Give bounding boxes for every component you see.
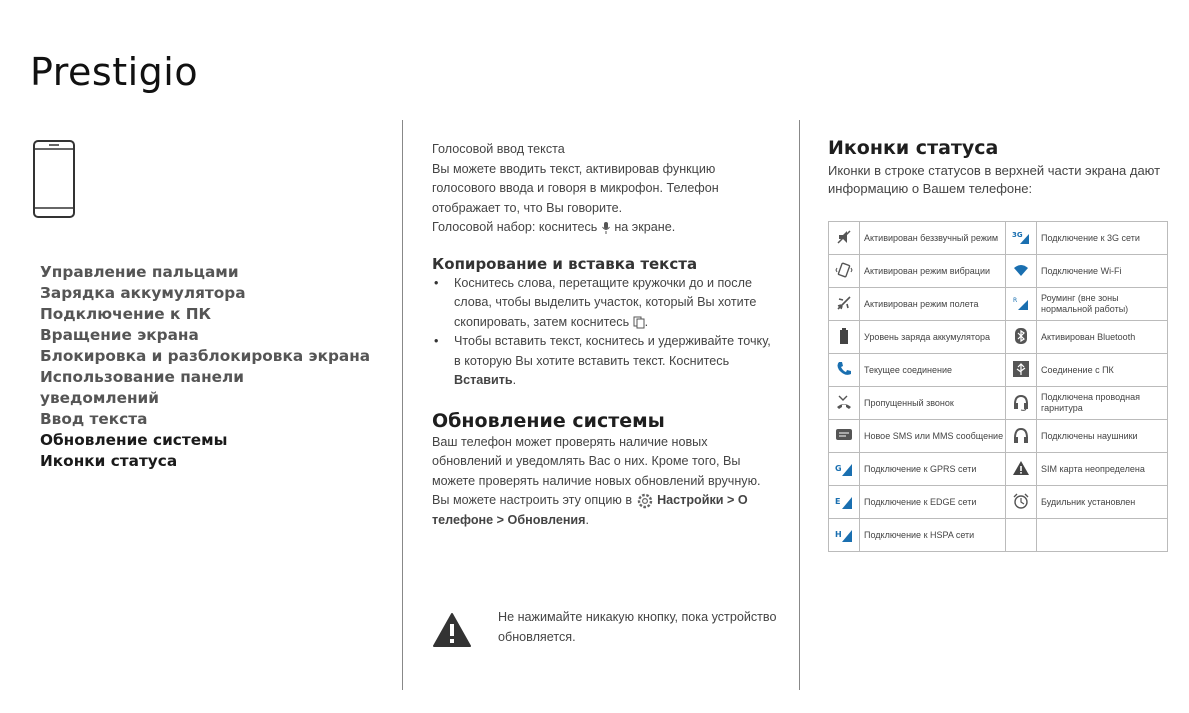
status-roaming-label: Роуминг (вне зоны нормальной работы) bbox=[1037, 288, 1168, 321]
status-edge-label: Подключение к EDGE сети bbox=[860, 486, 1006, 519]
copy-bullet-1: Коснитесь слова, перетащите кружочки до и после слова, чтобы выделить участок, который Вы хотите скопировать, затем коснитесь bbox=[454, 275, 757, 329]
settings-path: Настройки > О телефоне > bbox=[432, 493, 748, 527]
copy-bullet-2: Чтобы вставить текст, коснитесь и удерживайте точку, в которую Вы хотите вставить текст. Коснитесь bbox=[454, 334, 771, 368]
gprs-icon bbox=[835, 459, 853, 477]
svg-text:G: G bbox=[835, 463, 842, 473]
toc-item-battery-charging[interactable]: Зарядка аккумулятора bbox=[40, 284, 246, 302]
status-vibration-label: Активирован режим вибрации bbox=[860, 255, 1006, 288]
toc-item-text-input[interactable]: Ввод текста bbox=[40, 410, 148, 428]
wifi-icon bbox=[1012, 261, 1030, 279]
voice-dial-text: Голосовой набор: коснитесь bbox=[432, 220, 598, 234]
status-icons-section bbox=[828, 136, 1173, 198]
microphone-icon bbox=[601, 221, 611, 235]
toc-item-notification-panel[interactable]: Использование панели bbox=[40, 368, 244, 386]
status-headset-label: Подключена проводная гарнитура bbox=[1037, 387, 1168, 420]
column-divider-1 bbox=[402, 120, 403, 690]
toc-item-finger-control[interactable]: Управление пальцами bbox=[40, 263, 239, 281]
vibration-icon bbox=[835, 261, 853, 279]
usb-icon bbox=[1012, 360, 1030, 378]
table-of-contents bbox=[40, 262, 380, 472]
sim-warning-icon bbox=[1012, 459, 1030, 477]
paste-label: Вставить bbox=[454, 373, 513, 387]
hspa-icon bbox=[835, 525, 853, 543]
warning-text: Не нажимайте никакую кнопку, пока устройство обновляется. bbox=[498, 610, 777, 644]
table-row bbox=[829, 420, 1168, 453]
voice-dial-text-end: на экране. bbox=[614, 220, 676, 234]
silent-mode-icon bbox=[835, 228, 853, 246]
svg-text:3G: 3G bbox=[1012, 230, 1023, 239]
status-battery-label: Уровень заряда аккумулятора bbox=[860, 321, 1006, 354]
airplane-icon bbox=[835, 294, 853, 312]
list-item bbox=[454, 332, 777, 391]
warning-note bbox=[432, 608, 792, 658]
table-row bbox=[829, 288, 1168, 321]
toc-item-screen-lock[interactable]: Блокировка и разблокировка экрана bbox=[40, 347, 371, 365]
voice-input-heading: Голосовой ввод текста bbox=[432, 142, 565, 156]
middle-column bbox=[432, 140, 777, 530]
status-alarm-label: Будильник установлен bbox=[1037, 486, 1168, 519]
roaming-icon bbox=[1012, 294, 1030, 312]
table-row bbox=[829, 255, 1168, 288]
table-row bbox=[829, 519, 1168, 552]
system-update-text: Ваш телефон может проверять наличие новых обновлений и уведомлять Вас о них. Кроме того, Вы можете проверять наличие новых обновлений вручную. Вы можете настроить эту опцию в bbox=[432, 434, 761, 507]
table-row bbox=[829, 222, 1168, 255]
copy-bullet-2-end: . bbox=[512, 373, 517, 387]
battery-icon bbox=[835, 327, 853, 345]
status-sms-label: Новое SMS или MMS сообщение bbox=[860, 420, 1006, 453]
toc-item-notification-panel-cont[interactable]: уведомлений bbox=[40, 389, 159, 407]
copy-bullet-1-end: . bbox=[644, 314, 649, 329]
warning-icon bbox=[432, 612, 472, 648]
list-item bbox=[454, 274, 777, 333]
status-hspa-label: Подключение к HSPA сети bbox=[860, 519, 1006, 552]
toc-item-system-update[interactable]: Обновление системы bbox=[40, 431, 228, 449]
headphones-icon bbox=[1012, 426, 1030, 444]
status-3g-label: Подключение к 3G сети bbox=[1037, 222, 1168, 255]
copy-paste-heading: Копирование и вставка текста bbox=[432, 254, 698, 273]
phone-call-icon bbox=[835, 360, 853, 378]
svg-text:H: H bbox=[835, 529, 842, 539]
settings-path-updates: Обновления bbox=[507, 512, 586, 527]
toc-item-pc-connection[interactable]: Подключение к ПК bbox=[40, 305, 211, 323]
status-headphones-label: Подключены наушники bbox=[1037, 420, 1168, 453]
svg-text:E: E bbox=[835, 496, 841, 506]
table-row bbox=[829, 453, 1168, 486]
bluetooth-icon bbox=[1012, 327, 1030, 345]
status-empty-cell bbox=[1037, 519, 1168, 552]
status-pc-connection-label: Соединение с ПК bbox=[1037, 354, 1168, 387]
alarm-clock-icon bbox=[1012, 492, 1030, 510]
prestigio-logo: Prestigio bbox=[30, 50, 199, 94]
svg-text:R: R bbox=[1013, 296, 1018, 304]
missed-call-icon bbox=[835, 393, 853, 411]
status-missed-call-label: Пропущенный звонок bbox=[860, 387, 1006, 420]
table-row bbox=[829, 486, 1168, 519]
edge-icon bbox=[835, 492, 853, 510]
status-silent-label: Активирован беззвучный режим bbox=[860, 222, 1006, 255]
settings-gear-icon bbox=[636, 492, 654, 510]
status-bluetooth-label: Активирован Bluetooth bbox=[1037, 321, 1168, 354]
voice-dial-line bbox=[432, 218, 777, 238]
voice-input-body: Вы можете вводить текст, активировав функцию голосового ввода и говоря в микрофон. Телефон отображает то, что Вы говорите. bbox=[432, 161, 719, 215]
table-row bbox=[829, 354, 1168, 387]
3g-icon bbox=[1012, 228, 1030, 246]
phone-icon bbox=[33, 140, 75, 218]
column-divider-2 bbox=[799, 120, 800, 690]
headset-icon bbox=[1012, 393, 1030, 411]
settings-path-end: . bbox=[585, 512, 590, 527]
toc-item-status-icons[interactable]: Иконки статуса bbox=[40, 452, 178, 470]
sms-icon bbox=[835, 426, 853, 444]
system-update-body bbox=[432, 433, 777, 531]
status-airplane-label: Активирован режим полета bbox=[860, 288, 1006, 321]
status-sim-label: SIM карта неопределена bbox=[1037, 453, 1168, 486]
table-row bbox=[829, 387, 1168, 420]
status-icons-intro: Иконки в строке статусов в верхней части экрана дают информацию о Вашем телефоне: bbox=[828, 163, 1161, 196]
status-wifi-label: Подключение Wi-Fi bbox=[1037, 255, 1168, 288]
table-row bbox=[829, 321, 1168, 354]
system-update-heading: Обновление системы bbox=[432, 409, 665, 432]
status-icons-title: Иконки статуса bbox=[828, 137, 999, 159]
status-icons-table bbox=[828, 221, 1168, 552]
toc-item-screen-rotation[interactable]: Вращение экрана bbox=[40, 326, 199, 344]
status-current-call-label: Текущее соединение bbox=[860, 354, 1006, 387]
copy-paste-list bbox=[432, 274, 777, 391]
copy-icon bbox=[633, 316, 645, 329]
status-gprs-label: Подключение к GPRS сети bbox=[860, 453, 1006, 486]
